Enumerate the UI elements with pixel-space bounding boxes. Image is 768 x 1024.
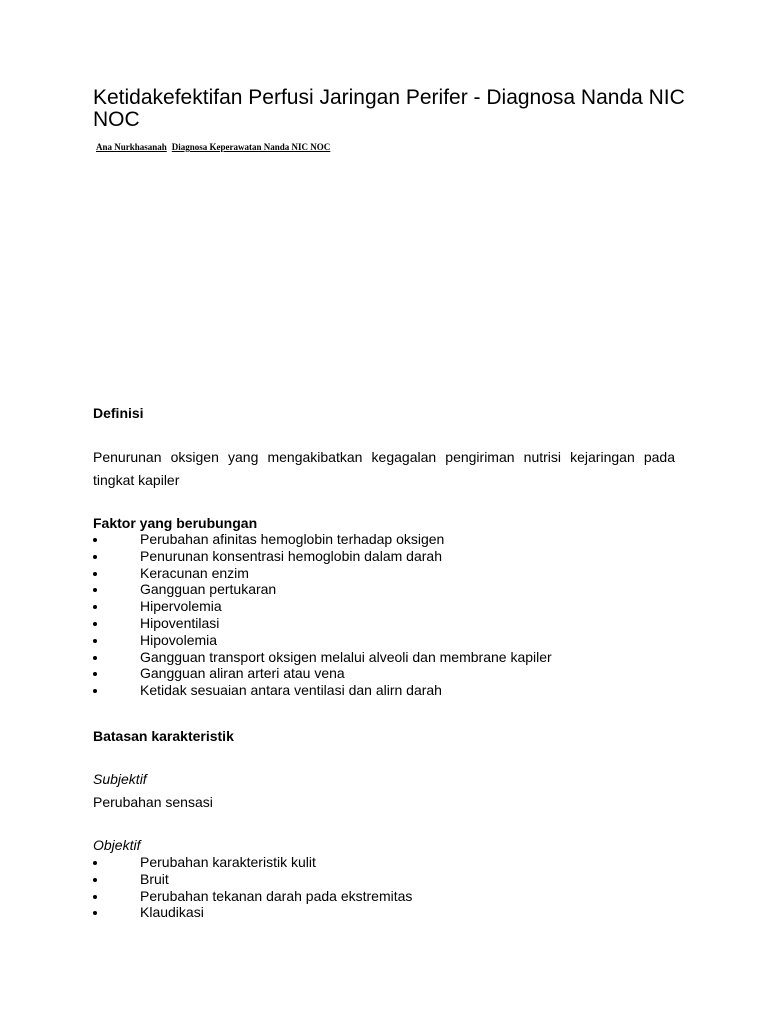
page-title: Ketidakefektifan Perfusi Jaringan Perifer - Diagnosa Nanda NIC NOC: [93, 86, 685, 131]
list-item: Gangguan aliran arteri atau vena: [93, 665, 693, 682]
bullet-icon: [93, 605, 97, 609]
bullet-icon: [93, 622, 97, 626]
bullet-icon: [93, 572, 97, 576]
list-item: Gangguan pertukaran: [93, 581, 693, 598]
bullet-icon: [93, 689, 97, 693]
faktor-heading: Faktor yang berubungan: [93, 515, 258, 531]
bullet-icon: [93, 639, 97, 643]
definisi-text: Penurunan oksigen yang mengakibatkan kegagalan pengiriman nutrisi kejaringan pada tingkat kapiler: [93, 449, 675, 488]
bullet-icon: [93, 895, 97, 899]
byline: [96, 142, 330, 152]
list-item: Klaudikasi: [93, 904, 693, 921]
bullet-icon: [93, 672, 97, 676]
list-item: Penurunan konsentrasi hemoglobin dalam darah: [93, 548, 693, 565]
subjektif-text: Perubahan sensasi: [93, 794, 213, 810]
objektif-list: [93, 854, 693, 921]
list-item: Keracunan enzim: [93, 565, 693, 582]
faktor-list: [93, 531, 693, 699]
list-item: Hipoventilasi: [93, 615, 693, 632]
list-item: Ketidak sesuaian antara ventilasi dan alirn darah: [93, 682, 693, 699]
bullet-icon: [93, 555, 97, 559]
list-item: Hipovolemia: [93, 632, 693, 649]
definisi-heading: Definisi: [93, 405, 144, 421]
bullet-icon: [93, 878, 97, 882]
subjektif-label: Subjektif: [93, 771, 147, 787]
category-link[interactable]: Diagnosa Keperawatan Nanda NIC NOC: [171, 142, 331, 152]
bullet-icon: [93, 911, 97, 915]
bullet-icon: [93, 861, 97, 865]
author-link[interactable]: Ana Nurkhasanah: [96, 142, 167, 152]
list-item: Perubahan afinitas hemoglobin terhadap oksigen: [93, 531, 693, 548]
list-item: Perubahan tekanan darah pada ekstremitas: [93, 888, 693, 905]
objektif-label: Objektif: [93, 837, 141, 853]
list-item: Hipervolemia: [93, 598, 693, 615]
bullet-icon: [93, 538, 97, 542]
batasan-heading: Batasan karakteristik: [93, 728, 234, 744]
list-item: Gangguan transport oksigen melalui alveoli dan membrane kapiler: [93, 649, 693, 666]
list-item: Bruit: [93, 871, 693, 888]
bullet-icon: [93, 588, 97, 592]
bullet-icon: [93, 656, 97, 660]
list-item: Perubahan karakteristik kulit: [93, 854, 693, 871]
